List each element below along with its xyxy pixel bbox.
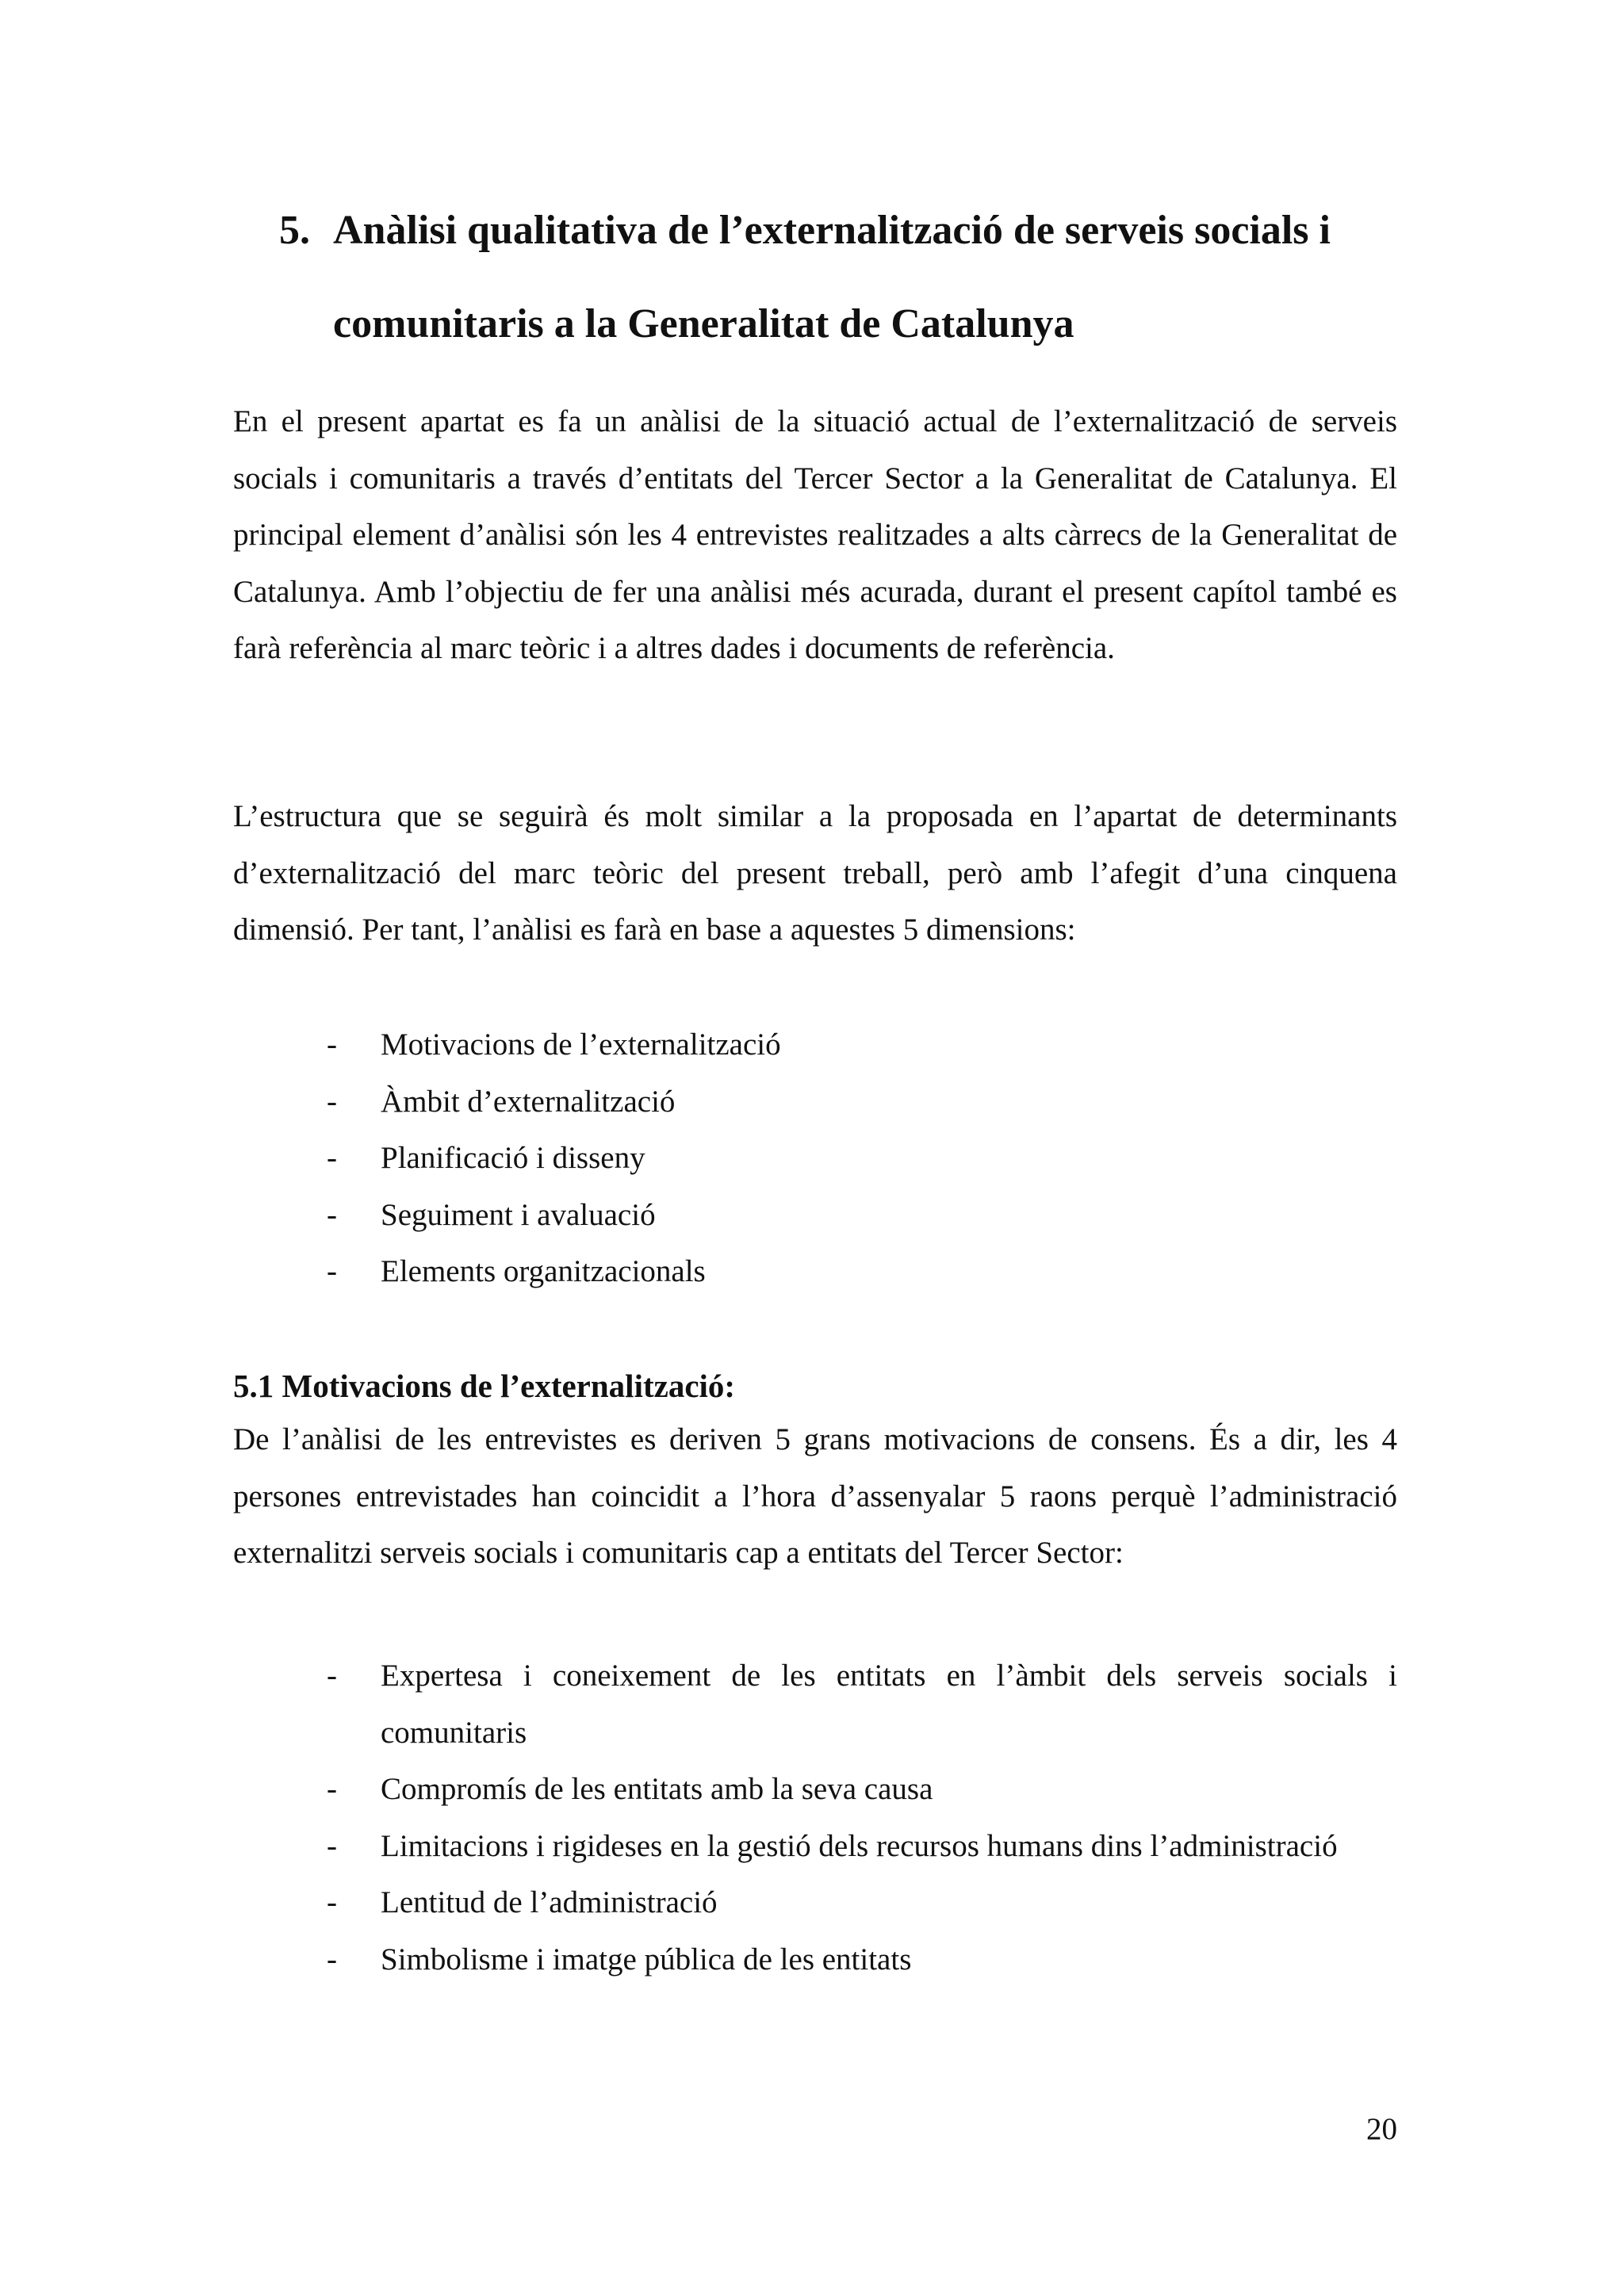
bullet-dash: - <box>327 1141 337 1175</box>
bullet-dash: - <box>327 1027 337 1062</box>
list-item-text: Lentitud de l’administració <box>381 1885 718 1919</box>
list-item <box>327 1243 1397 1300</box>
bullet-dash: - <box>327 1197 337 1232</box>
list-item-text: Expertesa i coneixement de les entitats en l’àmbit dels serveis socials i comunitaris <box>381 1659 1397 1750</box>
list-item <box>327 1931 1397 1988</box>
list-item-text: Planificació i disseny <box>381 1141 645 1175</box>
bullet-dash: - <box>327 1885 337 1919</box>
list-item <box>327 1187 1397 1244</box>
chapter-title-text: Anàlisi qualitativa de l’externalització de serveis socials i comunitaris a la Generalitat de Catalunya <box>333 208 1331 346</box>
chapter-title <box>279 184 1405 371</box>
bullet-dash: - <box>327 1659 337 1693</box>
list-item <box>327 1647 1397 1761</box>
list-item <box>327 1874 1397 1931</box>
section-heading: 5.1 Motivacions de l’externalització: <box>233 1368 736 1404</box>
motivations-list <box>327 1647 1397 1988</box>
structure-paragraph: L’estructura que se seguirà és molt similar a la proposada en l’apartat de determinants d’externalització del marc teòric del present treball, però amb l’afegit d’una cinquena dimensió. Per tant, l’anàlisi es farà en base a aquestes 5 dimensions: <box>233 799 1397 947</box>
list-item-text: Seguiment i avaluació <box>381 1197 656 1232</box>
list-item <box>327 1130 1397 1187</box>
list-item <box>327 1761 1397 1818</box>
list-item-text: Simbolisme i imatge pública de les entitats <box>381 1942 912 1976</box>
page-number: 20 <box>1366 2112 1397 2146</box>
intro-paragraph: En el present apartat es fa un anàlisi de la situació actual de l’externalització de serveis socials i comunitaris a través d’entitats del Tercer Sector a la Generalitat de Catalunya. El principal element d’anàlisi són les 4 entrevistes realitzades a alts càrrecs de la Generalitat de Catalunya. Amb l’objectiu de fer una anàlisi més acurada, durant el present capítol també es farà referència al marc teòric i a altres dades i documents de referència. <box>233 404 1397 665</box>
bullet-dash: - <box>327 1828 337 1863</box>
list-item-text: Àmbit d’externalització <box>381 1084 676 1119</box>
list-item <box>327 1073 1397 1131</box>
chapter-number: 5. <box>279 208 310 253</box>
bullet-dash: - <box>327 1254 337 1288</box>
list-item-text: Compromís de les entitats amb la seva causa <box>381 1772 933 1806</box>
list-item <box>327 1818 1397 1875</box>
list-item <box>327 1016 1397 1073</box>
bullet-dash: - <box>327 1084 337 1119</box>
list-item-text: Motivacions de l’externalització <box>381 1027 781 1062</box>
bullet-dash: - <box>327 1772 337 1806</box>
dimensions-list <box>327 1016 1397 1300</box>
list-item-text: Elements organitzacionals <box>381 1254 706 1288</box>
list-item-text: Limitacions i rigideses en la gestió dels recursos humans dins l’administració <box>381 1828 1338 1863</box>
motivations-intro-paragraph: De l’anàlisi de les entrevistes es deriven 5 grans motivacions de consens. És a dir, les 4 persones entrevistades han coincidit a l’hora d’assenyalar 5 raons perquè l’administració externalitzi serveis socials i comunitaris cap a entitats del Tercer Sector: <box>233 1422 1397 1570</box>
bullet-dash: - <box>327 1942 337 1976</box>
